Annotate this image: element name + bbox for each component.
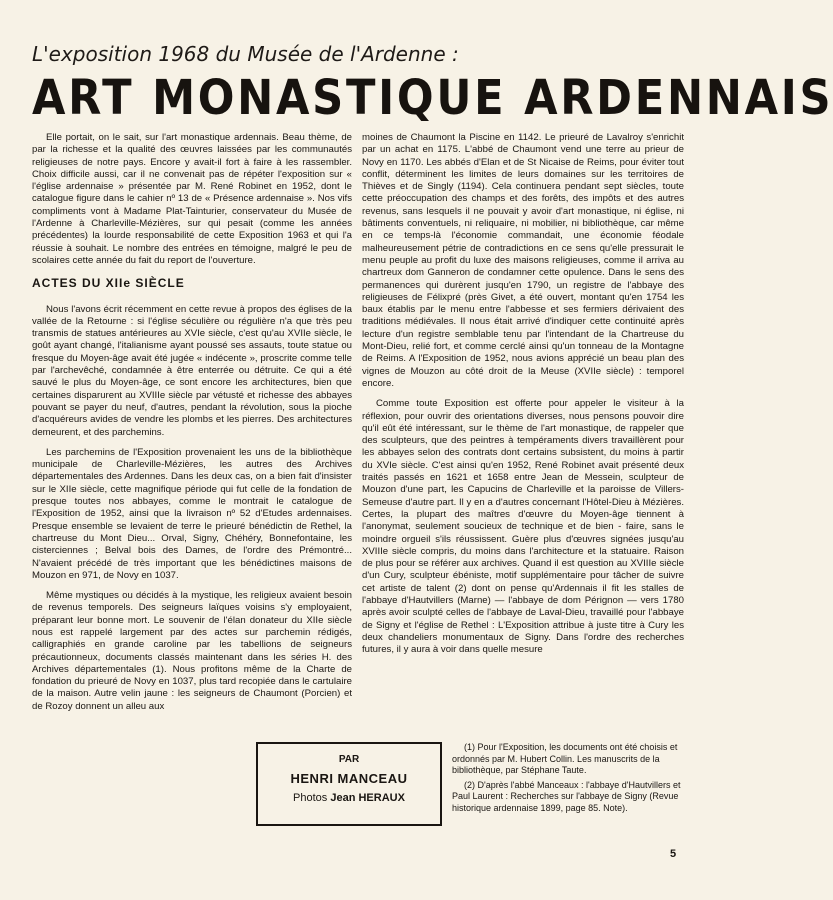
body-paragraph: Nous l'avons écrit récemment en cette revue à propos des églises de la vallée de la Retourne : si l'église séculière ou régulière n'a que très peu transmis de statues antérieures au XVIe siècle, c'est qu'au XVIIe siècle, le goût ayant changé, l'italianisme ayant poussé ses assauts, toute statue ou fresque du Moyen-âge avait été jugée « indécente », proscrite comme telle par l'archevêché, condamnée à être enterrée ou détruite. Ce qui a été sauvé le plus du Moyen-âge, ce sont encore les architectures, bien que certaines disparurent au XVIIIe siècle par vétusté et richesse des abbayes pouvant se payer du neuf, d'autres, pendant la révolution, sous la pioche d'acquéreurs avides de vendre les plombs et les pierres. Des architectures demeurent, et des parchemins.	[32, 303, 352, 438]
right-column	[362, 132, 684, 664]
footnotes	[452, 742, 684, 817]
body-paragraph: moines de Chaumont la Piscine en 1142. Le prieuré de Lavalroy s'enrichit par un achat en 1175. L'abbé de Chaumont vend une terre au prieur de Novy en 1170. Les abbés d'Elan et de St Nicaise de Reims, pour éviter tout conflit, déterminent les limites de leurs domaines sur les territoires de Thièves et de Singly (1194). Cela continuera pendant sept siècles, toute cette préoccupation des champs et des forêts, des impôts et des autres revenus, sans lesquels il ne pouvait y avoir d'art monastique, ni église, ni bâtiments conventuels, ni reliquaire, ni mobilier, ni bibliothèque, car même en ce temps-là l'économie commandait, une économie féodale malheureusement pétrie de contradictions en ce sens qu'elle pressurait le menu peuple au profit du luxe des maisons religieuses, comme il arriva au chartreux dom Ganneron de condamner cette opulence. Dans le sens des permanences qui durèrent jusqu'en 1790, un registre de l'abbaye des religieuses de Félixpré (près Givet, a été ouvert, montant qu'en 1754 les baux établis par le menu entre l'abbesse et ses fermiers dérivaient des traditions médiévales. Il nous était arrivé d'indiquer cette continuité après lecture d'un registre semblable tenu par l'intendant de la Chartreuse du Mont-Dieu, relié fort, et comme cerclé ainsi qu'un tonneau de la Montagne de Reims. A l'Exposition de 1952, nous avions apprécié un beau plan des vignes de Mouzon au côté droit de la Meuse (XVIIe siècle) : temporel encore.	[362, 132, 684, 389]
section-heading: ACTES DU XIIe SIÈCLE	[32, 276, 185, 291]
photographer-name: Jean HERAUX	[330, 792, 405, 804]
photo-credit-prefix: Photos	[293, 792, 328, 804]
body-paragraph: Les parchemins de l'Exposition provenaient les uns de la bibliothèque municipale de Charleville-Mézières, les autres des Archives départementales des Ardennes. Dans les deux cas, on a bien fait d'insister sur le XIIe siècle, cette magnifique période qui fut celle de la fondation de presque toutes nos abbayes, comme le montrait le catalogue de l'Exposition de 1952, ainsi que la livraison nº 52 d'Etudes ardennaises. Presque ensemble se levaient de terre le prieuré bénédictin de Rethel, la chartreuse du Mont Dieu... Orval, Signy, Chéhéry, Bonnefontaine, les cisterciennes ; Belval bois des Dames, de l'ordre des Prémontré... N'avaient précédé de très important que les bénédictines maisons de Mouzon en 971, de Novy en 1037.	[32, 446, 352, 581]
author-name: HENRI MANCEAU	[290, 771, 408, 786]
article-kicker: L'exposition 1968 du Musée de l'Ardenne :	[32, 42, 459, 66]
photo-credit	[258, 792, 440, 804]
author-credit-box	[256, 742, 442, 826]
body-paragraph: Même mystiques ou décidés à la mystique, les religieux avaient besoin de revenus temporels. Des seigneurs laïques voisins s'y employaient, préparant leur bonne mort. Le souvenir de l'élan donateur du XIIe siècle nous est rappelé largement par des actes sur parchemin rédigés, calligraphiés en grande caroline par les tabellions de seigneurs précautionneux, documents classés maintenant dans les séries H. des Archives départementales (1). Nous profitons même de la Charte de fondation du prieuré de Novy en 1037, plus tard recopiée dans le cartulaire de la maison. Autre velin jaune : les seigneurs de Chaumont (Porcien) et de Rozoy donnent un alleu aux	[32, 590, 352, 712]
left-column	[32, 132, 352, 721]
footnote-2: (2) D'après l'abbé Manceaux : l'abbaye d'Hautvillers et Paul Laurent : Recherches sur l'abbaye de Signy (Revue historique ardennaise 1899, page 85. Note).	[452, 779, 681, 813]
intro-paragraph: Elle portait, on le sait, sur l'art monastique ardennais. Beau thème, de par la richesse et la qualité des œuvres laissées par les communautés religieuses de notre pays. Encore y avait-il fort à faire à les rassembler. Choix difficile aussi, car il ne convenait pas de répéter l'exposition sur « l'église ardennaise » présentée par M. René Robinet en 1952, dont le catalogue figure dans le cahier nº 13 de « Présence ardennaise ». Nos vifs compliments vont à Madame Plat-Tainturier, conservateur du Musée de l'Ardenne à Charleville-Mézières, sur qui pesait (comme les années précédentes) la lourde responsabilité de cette Exposition 1963 et qui l'a réussie à souhait. Le nombre des entrées en témoigne, malgré le peu de scolaires cette année du fait du report de l'ouverture.	[32, 132, 352, 266]
article-title: ART MONASTIQUE ARDENNAIS	[32, 70, 833, 126]
body-paragraph: Comme toute Exposition est offerte pour appeler le visiteur à la réflexion, pour ouvrir des orientations diverses, nous pensons pouvoir dire qu'il eût été intéressant, sur le thème de l'art monastique, de rappeler que des sculpteurs, que des peintres à tempéraments divers travaillèrent pour les abbayes selon des contrats dont certains subsistent, du moins à partir du XVIe siècle. C'est ainsi qu'en 1952, René Robinet avait présenté deux traités passés en 1621 et 1658 entre Jean de Messein, sculpteur de Mouzon d'une part, les Capucins de Charleville et la paroisse de Villers-Semeuse d'autre part. Il y en a d'autres concernant l'Hôtel-Dieu à Mézières. Certes, la plupart des maîtres d'œuvre du Moyen-âge tiennent à l'anonymat, seulement soucieux de technique et de bien - faire, sans le moindre orgueil s'ils réussissent. Guère plus d'œuvres signées jusqu'au XVIIIe siècle compris, du moins dans l'architecture et la statuaire. Raison de plus pour se référer aux archives. Quand il est question au XVIIIe siècle d'un Cury, sculpteur ébéniste, motif supplémentaire pour tâcher de suivre cet artiste de talent (2) dont on pense qu'Ardennais il fit les stalles de l'abbaye d'Hautvillers (Marne) — l'abbaye de dom Pérignon — vers 1780 après avoir sculpté celles de l'abbaye de Laval-Dieu, travaillé pour l'abbaye de Signy et l'église de Rethel : L'Exposition attribue à juste titre à Cury les deux chandeliers monumentaux de Signy. Dans l'ordre des recherches futures, il y aura à voir dans quelle mesure	[362, 398, 684, 656]
credit-by: PAR	[338, 754, 360, 765]
footnote-1: (1) Pour l'Exposition, les documents ont été choisis et ordonnés par M. Hubert Collin. Les manuscrits de la bibliothèque, par Stéphane Taute.	[452, 742, 678, 775]
page-number: 5	[670, 848, 677, 860]
